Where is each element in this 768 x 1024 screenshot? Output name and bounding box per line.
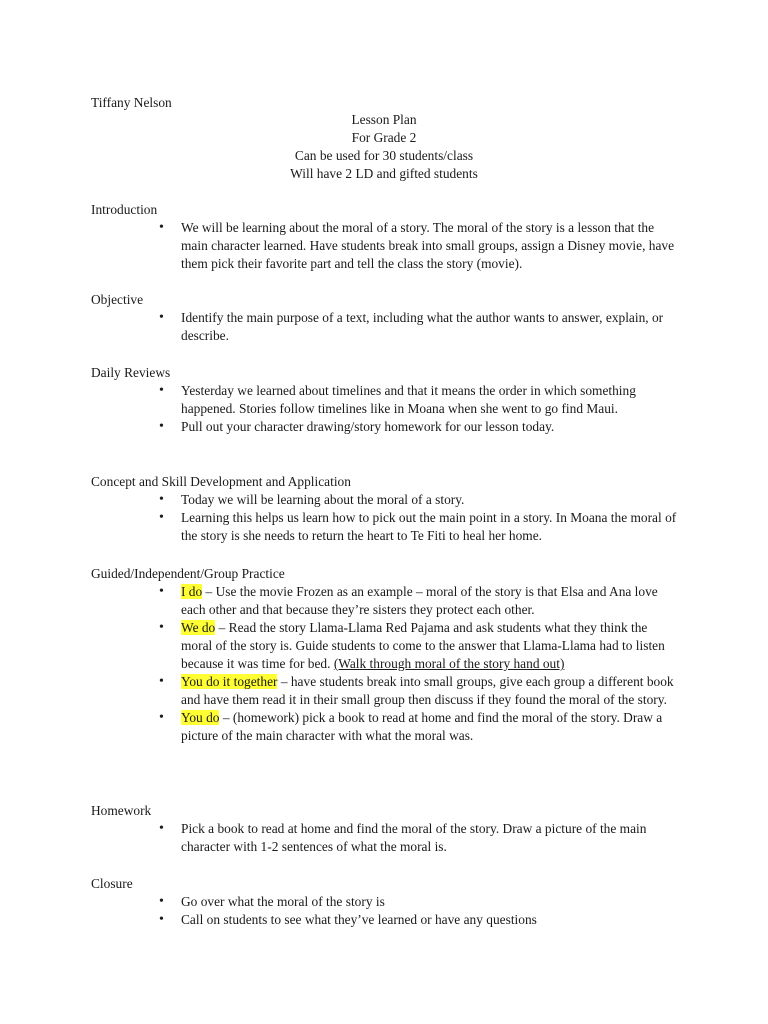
list-item: • Call on students to see what they’ve learned or have any questions xyxy=(91,911,681,929)
list-item: • Pull out your character drawing/story homework for our lesson today. xyxy=(91,418,681,436)
list-item: • Pick a book to read at home and find the moral of the story. Draw a picture of the main character with 1-2 sentences of what the moral is. xyxy=(91,820,681,856)
section-introduction xyxy=(91,201,681,273)
section-heading: Homework xyxy=(91,803,152,818)
title-line: For Grade 2 xyxy=(351,130,417,145)
section-concept xyxy=(91,473,681,545)
title-block xyxy=(0,111,768,183)
title-line: Will have 2 LD and gifted students xyxy=(290,166,478,181)
section-objective xyxy=(91,291,681,345)
list-item: • Identify the main purpose of a text, including what the author wants to answer, explain, or describe. xyxy=(91,309,681,345)
section-closure xyxy=(91,875,681,929)
item-text: – Use the movie Frozen as an example – moral of the story is that Elsa and Ana love each other and that because they’re sisters they protect each other. xyxy=(181,584,658,617)
title-line: Can be used for 30 students/class xyxy=(294,148,474,163)
section-heading: Introduction xyxy=(91,202,158,217)
item-text: – Read the story Llama-Llama Red Pajama and ask students what they think the moral of the story is. Guide students to come to the answer that Llama-Llama had to listen because it was time for bed. xyxy=(181,620,665,671)
highlight-label: I do xyxy=(181,584,203,599)
highlight-label: We do xyxy=(181,620,216,635)
section-heading: Guided/Independent/Group Practice xyxy=(91,566,285,581)
section-heading: Daily Reviews xyxy=(91,365,171,380)
section-heading: Closure xyxy=(91,876,133,891)
list-item: • Learning this helps us learn how to pick out the main point in a story. In Moana the moral of the story is she needs to return the heart to Te Fiti to heal her home. xyxy=(91,509,681,545)
list-item: • Yesterday we learned about timelines and that it means the order in which something happened. Stories follow timelines like in Moana when she went to go find Maui. xyxy=(91,382,681,418)
highlight-label: You do xyxy=(181,710,220,725)
section-daily-reviews xyxy=(91,364,681,436)
section-heading: Objective xyxy=(91,292,144,307)
list-item-together xyxy=(91,673,681,709)
list-item: • Go over what the moral of the story is xyxy=(91,893,681,911)
title-line: Lesson Plan xyxy=(351,112,417,127)
list-item-i-do xyxy=(91,583,681,619)
handout-note: (Walk through moral of the story hand out) xyxy=(333,656,565,671)
item-text: – have students break into small groups, give each group a different book and have them read it in their small group then discuss if they found the moral of the story. xyxy=(181,674,674,707)
section-practice xyxy=(91,565,681,745)
author-name: Tiffany Nelson xyxy=(91,95,172,110)
section-homework xyxy=(91,802,681,856)
list-item-we-do xyxy=(91,619,681,673)
section-heading: Concept and Skill Development and Application xyxy=(91,474,351,489)
list-item-you-do xyxy=(91,709,681,745)
list-item: • Today we will be learning about the moral of a story. xyxy=(91,491,681,509)
highlight-label: You do it together xyxy=(181,674,278,689)
item-text: – (homework) pick a book to read at home and find the moral of the story. Draw a picture of the main character with what the moral was. xyxy=(181,710,663,743)
list-item: • We will be learning about the moral of a story. The moral of the story is a lesson that the main character learned. Have students break into small groups, assign a Disney movie, have them pick their favorite part and tell the class the story (movie). xyxy=(91,219,681,273)
